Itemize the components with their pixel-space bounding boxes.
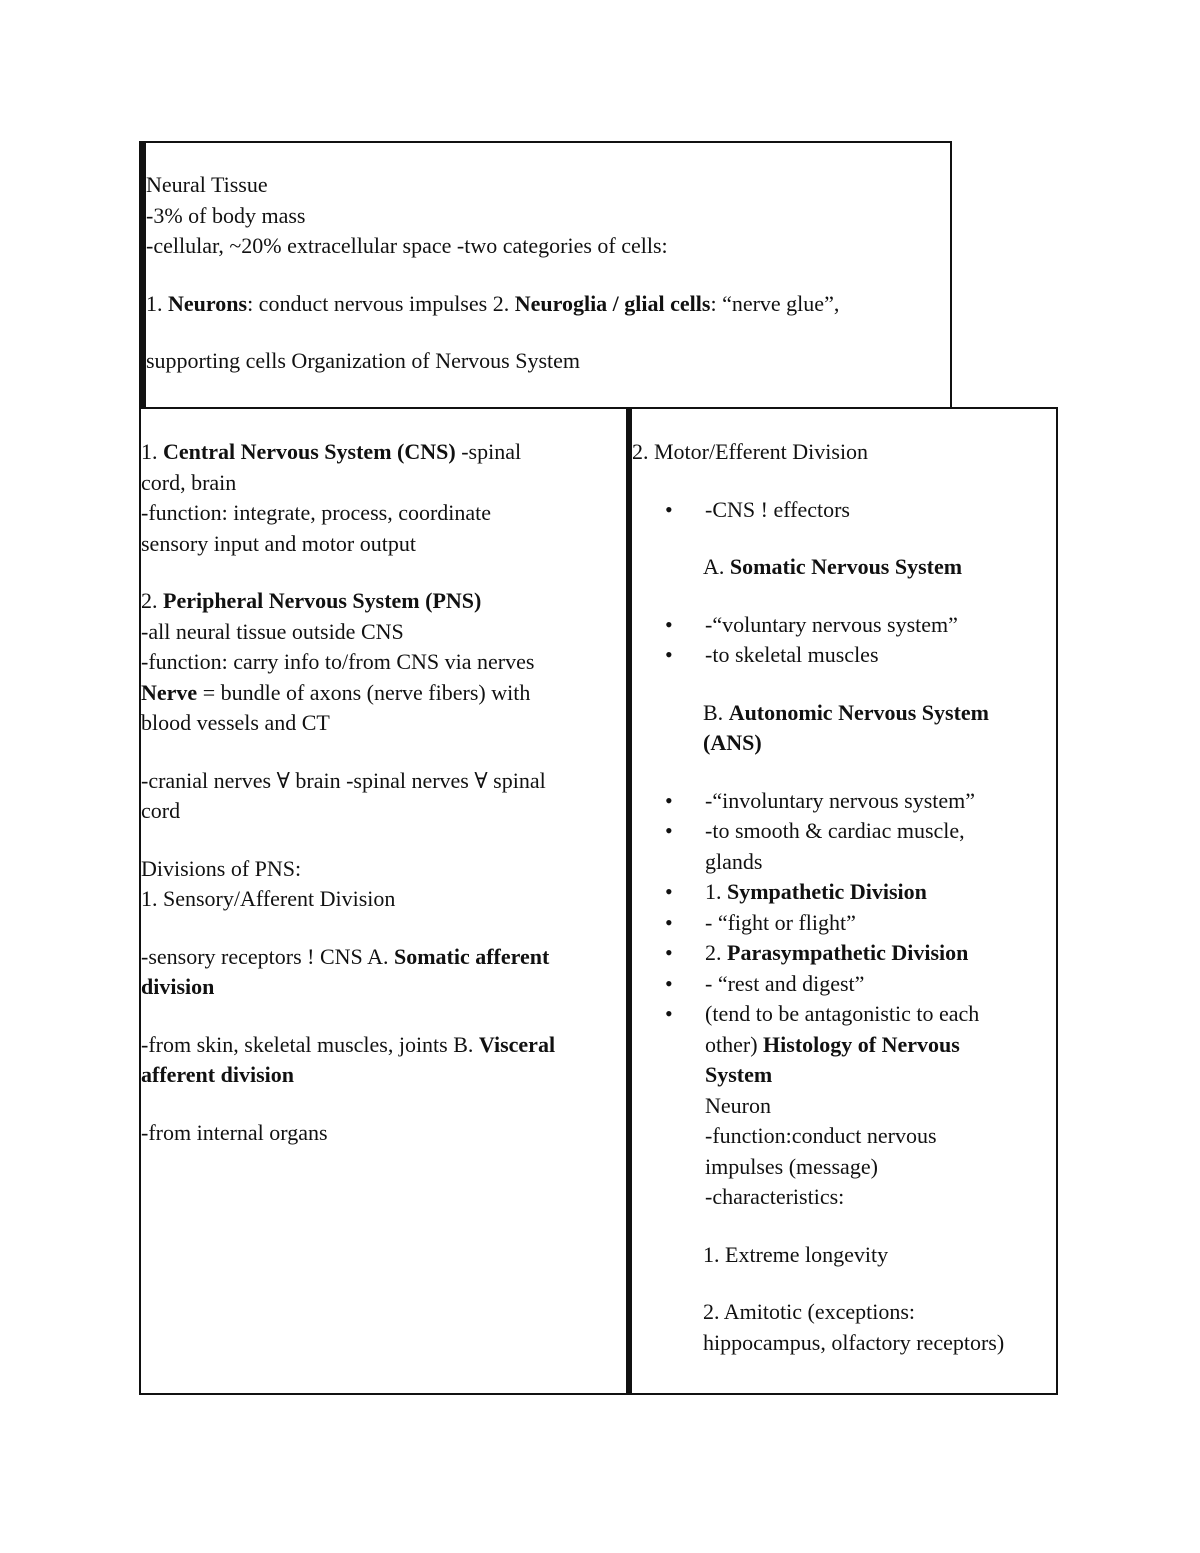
list-item: • - “fight or flight”: [632, 908, 1004, 939]
skin-line-1: -from skin, skeletal muscles, joints B. Visceral: [141, 1031, 556, 1057]
divisions-heading: Divisions of PNS:: [141, 855, 302, 881]
nerve-definition: Nerve = bundle of axons (nerve fibers) with: [141, 679, 531, 705]
cns-line-4: sensory input and motor output: [141, 530, 416, 556]
left-cell-text: [141, 437, 555, 1148]
list-item: • (tend to be antagonistic to each other) Histology of Nervous System Neuron -function:conduct nervous impulses (message) -characteristics:: [632, 999, 1004, 1213]
pns-line-3: -function: carry info to/from CNS via nerves: [141, 649, 535, 674]
somatic-heading: A. Somatic Nervous System: [703, 554, 963, 579]
right-cell-text: [632, 437, 1004, 1358]
amitotic-line-2: hippocampus, olfactory receptors): [703, 1329, 1005, 1355]
pns-line-2: -all neural tissue outside CNS: [141, 618, 404, 644]
autonomic-heading: B. Autonomic Nervous System: [703, 699, 990, 725]
motor-heading: 2. Motor/Efferent Division: [632, 439, 869, 464]
header-line-3: -cellular, ~20% extracellular space -two categories of cells:: [146, 233, 668, 258]
cns-heading: 1. Central Nervous System (CNS) -spinal: [141, 439, 522, 464]
autonomic-heading-2: (ANS): [703, 730, 762, 755]
list-item: • 2. Parasympathetic Division: [632, 938, 1004, 969]
bullet-list-1: [632, 495, 1004, 526]
sensory-division: 1. Sensory/Afferent Division: [141, 886, 396, 911]
sensory-line-2: division: [141, 974, 215, 999]
cranial-line-2: cord: [141, 798, 181, 823]
bullet-list-2: [632, 610, 1004, 671]
cns-line-3: -function: integrate, process, coordinate: [141, 500, 492, 525]
amitotic-line-1: 2. Amitotic (exceptions:: [703, 1299, 916, 1324]
cranial-line-1: -cranial nerves ∀ brain -spinal nerves ∀ spinal: [141, 767, 546, 793]
list-item: • -CNS ! effectors: [632, 495, 1004, 526]
list-item: • -to smooth & cardiac muscle, glands: [632, 816, 1004, 877]
extreme-longevity: 1. Extreme longevity: [703, 1241, 889, 1267]
sensory-line-1: -sensory receptors ! CNS A. Somatic afferent: [141, 943, 550, 969]
nerve-definition-2: blood vessels and CT: [141, 710, 330, 735]
top-cell-text: [146, 170, 839, 377]
list-item: • -to skeletal muscles: [632, 640, 1004, 671]
list-item: • -“voluntary nervous system”: [632, 610, 1004, 641]
list-item: • - “rest and digest”: [632, 969, 1004, 1000]
pns-heading: 2. Peripheral Nervous System (PNS): [141, 588, 482, 613]
list-item: • 1. Sympathetic Division: [632, 877, 1004, 908]
list-item: • -“involuntary nervous system”: [632, 786, 1004, 817]
header-line-1: Neural Tissue: [146, 172, 268, 197]
bullet-list-3: [632, 786, 1004, 1213]
skin-line-2: afferent division: [141, 1062, 294, 1087]
header-line-4: 1. Neurons: conduct nervous impulses 2. Neuroglia / glial cells: “nerve glue”,: [146, 290, 840, 316]
cns-line-2: cord, brain: [141, 469, 237, 495]
header-line-5: supporting cells Organization of Nervous System: [146, 348, 581, 373]
header-line-2: -3% of body mass: [146, 202, 306, 228]
internal-organs: -from internal organs: [141, 1119, 328, 1145]
